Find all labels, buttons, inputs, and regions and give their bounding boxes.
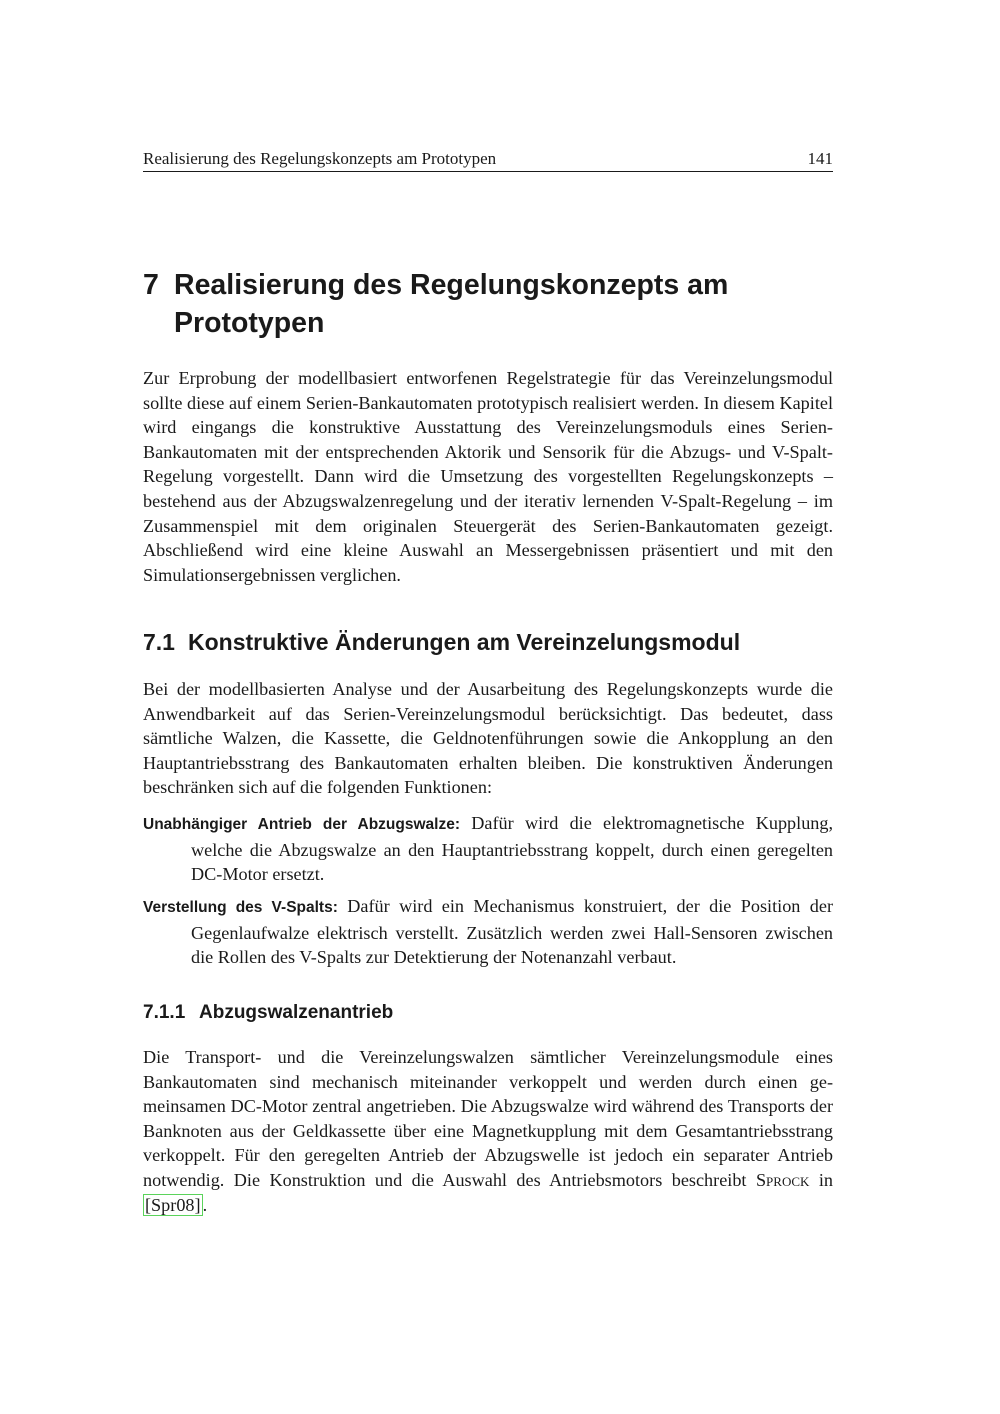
subsection-paragraph-text: Die Transport- und die Vereinzelungswalzen sämtlicher Vereinzelungsmodule eines Bankautomaten sind mechanisch miteinander verkoppelt und werden durch einen gemeinsamen DC-Motor zentral angetrieben. Die Abzugswalze wird während des Transports der Banknoten aus der Geldkassette über eine Magnetkupplung mit dem Gesamtantriebsstrang verkoppelt. Für den geregelten Antrieb der Abzugswelle ist jedoch ein separater Antrieb notwendig. Die Konstruktion und die Auswahl des Antriebsmotors beschreibt	[143, 1047, 833, 1190]
subsection-paragraph	[143, 1045, 833, 1217]
subsection-number: 7.1.1	[143, 1002, 186, 1023]
list-item-term: Verstellung des V-Spalts:	[143, 899, 338, 916]
section-title-text: Konstruktive Änderungen am Vereinzelungsmodul	[188, 629, 741, 655]
list-item-text: Dafür wird ein Mechanismus konstruiert, der die Position der Gegenlaufwalze elektrisch verstellt. Zusätzlich werden zwei Hall-Sensoren zwischen die Rollen des V-Spalts zur Detektierung der Notenanzahl verbaut.	[191, 896, 834, 968]
chapter-number: 7	[143, 269, 159, 301]
page-number: 141	[807, 149, 833, 168]
section-title	[143, 627, 833, 657]
list-item	[143, 811, 833, 887]
running-title: Realisierung des Regelungskonzepts am Prototypen	[143, 149, 497, 168]
subsection-title	[143, 1000, 833, 1026]
section-paragraph: Bei der modellbasierten Analyse und der Ausarbeitung des Regelungskonzepts wurde die Anwendbarkeit auf das Serien-Vereinzelungsmodul berücksichtigt. Das bedeutet, dass sämtliche Walzen, die Kassette, die Geldnotenführungen sowie die Ankopplung an den Hauptantriebsstrang des Bankautomaten erhalten bleiben. Die konstruktiven Änderungen beschränken sich auf die folgenden Funktionen:	[143, 679, 833, 798]
paragraph-end: .	[202, 1194, 208, 1215]
author-name: Sprock	[755, 1169, 810, 1190]
section-number: 7.1	[143, 629, 175, 655]
chapter-title-text	[174, 266, 728, 342]
list-item	[143, 894, 833, 970]
chapter-title-line2: Prototypen	[174, 307, 325, 339]
citation-link[interactable]: [Spr08]	[145, 1194, 201, 1215]
chapter-title-line1: Realisierung des Regelungskonzepts am	[174, 269, 729, 301]
running-header	[143, 148, 833, 172]
in-word: in	[818, 1169, 834, 1190]
list-item-term: Unabhängiger Antrieb der Abzugswalze:	[143, 816, 460, 833]
chapter-title	[143, 266, 833, 342]
intro-paragraph: Zur Erprobung der modellbasiert entworfenen Regelstrategie für das Vereinzelungsmodul sollte diese auf einem Serien-Bankautomaten prototypisch realisiert werden. In diesem Kapitel wird eingangs die konstruktive Ausstattung des Vereinzelungsmoduls eines Serien-Bankautomaten mit der entsprechenden Aktorik und Sensorik für die Abzugs- und V-Spalt-Regelung vorgestellt. Dann wird die Umsetzung des vorgestellten Regelungskonzepts – bestehend aus der Abzugswalzenregelung und der iterativ lernenden V-Spalt-Regelung – im Zusammenspiel mit dem originalen Steuergerät des Serien-Bankautomaten gezeigt. Abschließend wird eine kleine Auswahl an Messergebnissen präsentiert und mit den Simulationsergebnissen verglichen.	[143, 368, 833, 585]
subsection-title-text: Abzugswalzenantrieb	[199, 1002, 394, 1023]
list-item-text: Dafür wird die elektromagnetische Kupplung, welche die Abzugswalze an den Hauptantriebsstrang koppelt, durch einen geregelten DC-Motor ersetzt.	[191, 813, 834, 885]
